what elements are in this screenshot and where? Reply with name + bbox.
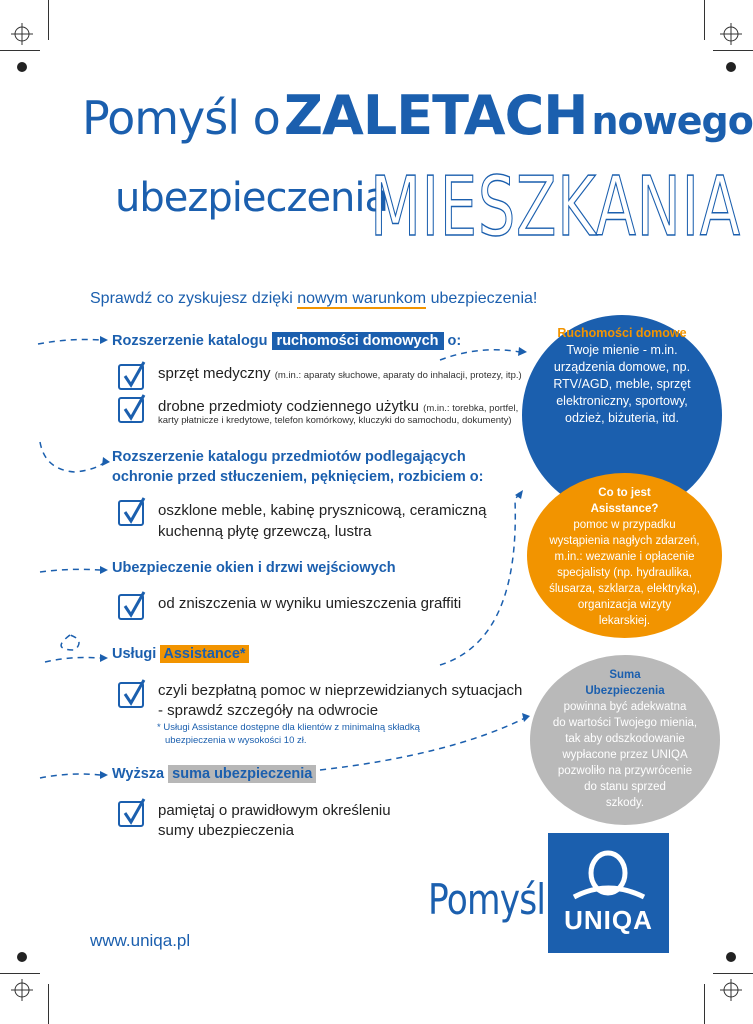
circle-line: RTV/AGD, meble, sprzęt [553, 377, 691, 391]
item-text: oszklone meble, kabinę prysznicową, ceramiczną [158, 502, 487, 519]
list-item: od zniszczenia w wyniku umieszczenia graffiti [158, 595, 462, 612]
heading-text: o: [447, 333, 462, 349]
section-heading-stluczenie [112, 447, 483, 487]
list-item [158, 681, 522, 721]
info-circle-assistance [527, 473, 722, 638]
circle-line: urządzenia domowe, np. [553, 360, 691, 374]
section-heading-assistance [112, 646, 249, 662]
logo-text: UNIQA [564, 905, 653, 935]
circle-line: Twoje mienie - m.in. [566, 343, 678, 357]
list-item [158, 801, 391, 841]
checkbox-icon [118, 397, 144, 423]
note-text: * Usługi Assistance dostępne dla klientów z minimalną składką [157, 722, 420, 733]
assistance-footnote [157, 721, 420, 747]
heading-text: ochronie przed stłuczeniem, pęknięciem, rozbiciem o: [112, 469, 484, 485]
headline-word-emphasis: ZALETACH [283, 84, 588, 147]
item-text: - sprawdź szczegóły na odwrocie [158, 702, 379, 719]
heading-text: Wyższa [112, 766, 165, 782]
circle-title: Co to jest [598, 487, 651, 499]
section-heading-suma [112, 766, 316, 782]
heading-text: Rozszerzenie katalogu przedmiotów podlegających [112, 449, 466, 465]
intro-before: Sprawdź co zyskujesz dzięki [90, 290, 293, 307]
item-text: drobne przedmioty codziennego użytku [158, 398, 419, 415]
circle-line: powinna być adekwatna [563, 701, 687, 713]
uniqa-logo-icon [568, 847, 650, 905]
headline-outline-word: MIESZKANIA [370, 160, 741, 255]
heading-highlight: suma ubezpieczenia [168, 765, 316, 783]
website-link[interactable]: www.uniqa.pl [90, 931, 191, 950]
section-heading-okna: Ubezpieczenie okien i drzwi wejściowych [112, 560, 396, 576]
circle-line: lekarskiej. [598, 615, 651, 627]
heading-text: Rozszerzenie katalogu [112, 333, 268, 349]
item-text: kuchenną płytę grzewczą, lustra [158, 523, 372, 540]
circle-title: Ubezpieczenia [585, 685, 665, 697]
info-circle-suma [530, 655, 720, 825]
circle-title: Asisstance? [590, 503, 659, 515]
item-small: (m.in.: aparaty słuchowe, aparaty do inhalacji, protezy, itp.) [274, 370, 522, 381]
checkbox-icon [118, 364, 144, 390]
circle-line: tak aby odszkodowanie [565, 733, 685, 745]
intro-after: ubezpieczenia! [430, 290, 538, 307]
headline-word: Pomyśl o [82, 91, 280, 145]
headline-word: nowego [591, 99, 753, 143]
circle-title: Suma [609, 669, 641, 681]
item-small-line2: karty płatnicze i kredytowe, telefon komórkowy, kluczyki do samochodu, dokumenty) [158, 415, 512, 426]
circle-line: pomoc w przypadku [573, 519, 676, 531]
item-text: sprzęt medyczny [158, 365, 271, 382]
checkbox-icon [118, 500, 144, 526]
heading-highlight: Assistance* [160, 645, 248, 663]
item-text: czyli bezpłatną pomoc w nieprzewidzianych sytuacjach [158, 682, 523, 699]
circle-line: pozwoliło na przywrócenie [557, 765, 693, 777]
uniqa-logo[interactable] [548, 833, 669, 953]
circle-line: do stanu sprzed [584, 781, 666, 793]
circle-line: do wartości Twojego mienia, [552, 717, 698, 729]
checkbox-icon [118, 801, 144, 827]
circle-line: organizacja wizyty [577, 599, 672, 611]
list-item [158, 364, 522, 386]
circle-line: ślusarza, szklarza, elektryka), [549, 583, 700, 595]
intro-underlined: nowym warunkom [297, 290, 427, 307]
circle-line: szkody. [605, 797, 645, 809]
item-text: pamiętaj o prawidłowym określeniu [158, 802, 391, 819]
circle-line: elektroniczny, sportowy, [556, 394, 688, 408]
slogan: Pomyśl [428, 875, 546, 924]
circle-line: wypłacone przez UNIQA [562, 749, 688, 761]
circle-line: odzież, biżuteria, itd. [565, 411, 679, 425]
section-heading-ruchomosci [112, 333, 461, 349]
circle-line: m.in.: wezwanie i opłacenie [554, 551, 695, 563]
note-text: ubezpieczenia w wysokości 10 zł. [165, 735, 307, 746]
item-text: sumy ubezpieczenia [158, 822, 294, 839]
item-small: (m.in.: torebka, portfel, [423, 403, 519, 414]
checkbox-icon [118, 594, 144, 620]
checkbox-icon [118, 682, 144, 708]
headline-word: ubezpieczenia [115, 175, 389, 221]
circle-line: wystąpienia nagłych zdarzeń, [549, 535, 700, 547]
list-item [158, 500, 486, 542]
heading-highlight: ruchomości domowych [272, 332, 444, 350]
circle-title: Ruchomości domowe [557, 326, 687, 340]
heading-text: Usługi [112, 646, 157, 662]
circle-line: specjalisty (np. hydraulika, [557, 567, 692, 579]
